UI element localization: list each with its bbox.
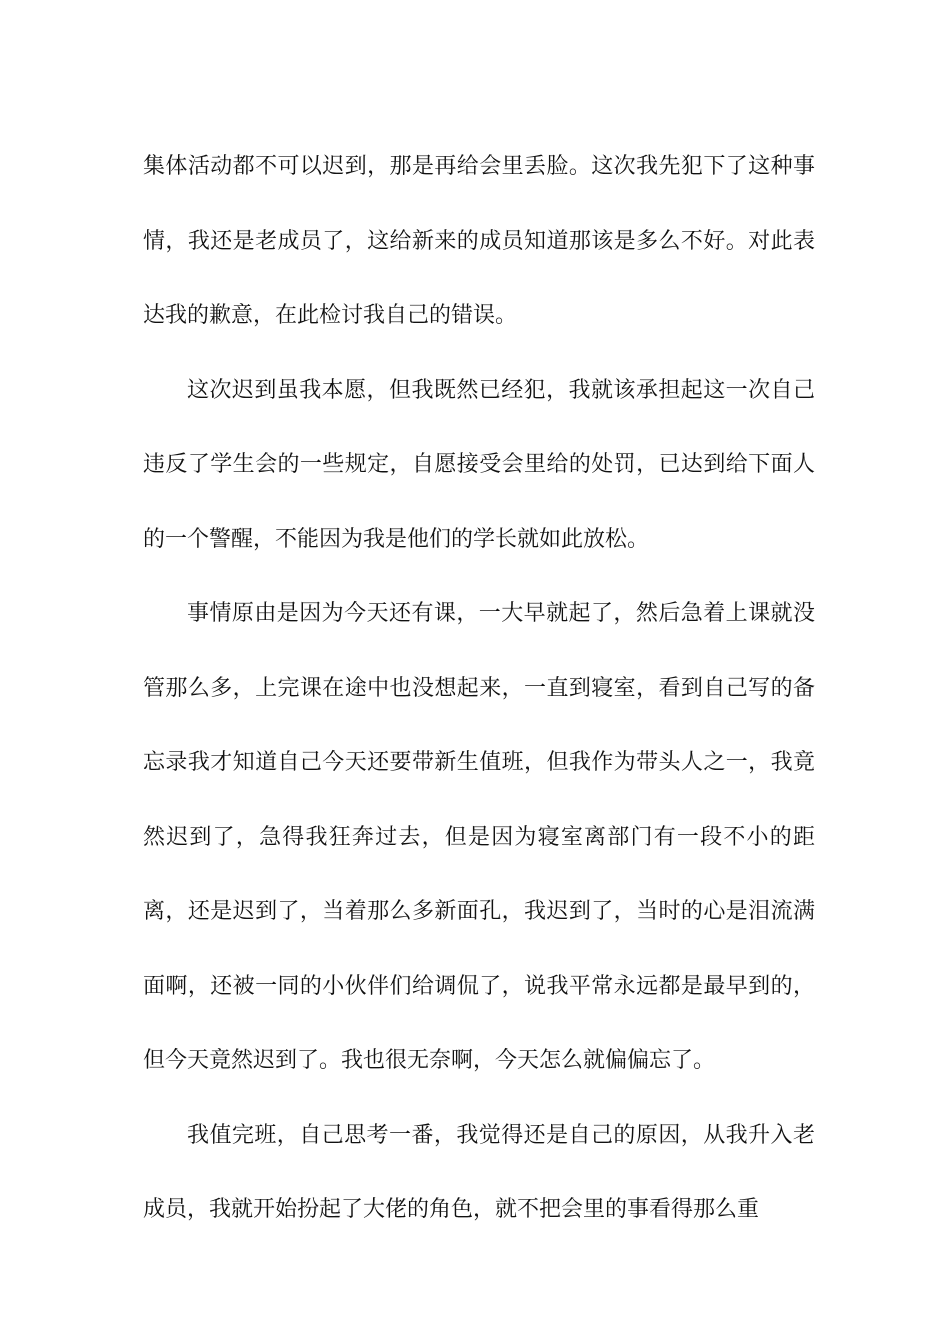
paragraph-apology: 这次迟到虽我本愿，但我既然已经犯，我就该承担起这一次自己违反了学生会的一些规定，自愿接受会里给的处罚，已达到给下面人的一个警醒，不能因为我是他们的学长就如此放松。 xyxy=(143,377,815,552)
paragraph-continuation: 集体活动都不可以迟到，那是再给会里丢脸。这次我先犯下了这种事情，我还是老成员了，这给新来的成员知道那该是多么不好。对此表达我的歉意，在此检讨我自己的错误。 xyxy=(143,154,815,328)
document-body xyxy=(143,130,815,1248)
paragraph-reflection: 我值完班，自己思考一番，我觉得还是自己的原因，从我升入老成员，我就开始扮起了大佬的角色，就不把会里的事看得那么重 xyxy=(143,1122,815,1222)
paragraph-reason: 事情原由是因为今天还有课，一大早就起了，然后急着上课就没管那么多，上完课在途中也没想起来，一直到寝室，看到自己写的备忘录我才知道自己今天还要带新生值班，但我作为带头人之一，我竟然迟到了，急得我狂奔过去，但是因为寝室离部门有一段不小的距离，还是迟到了，当着那么多新面孔，我迟到了，当时的心是泪流满面啊，还被一同的小伙伴们给调侃了，说我平常永远都是最早到的，但今天竟然迟到了。我也很无奈啊，今天怎么就偏偏忘了。 xyxy=(143,601,815,1073)
